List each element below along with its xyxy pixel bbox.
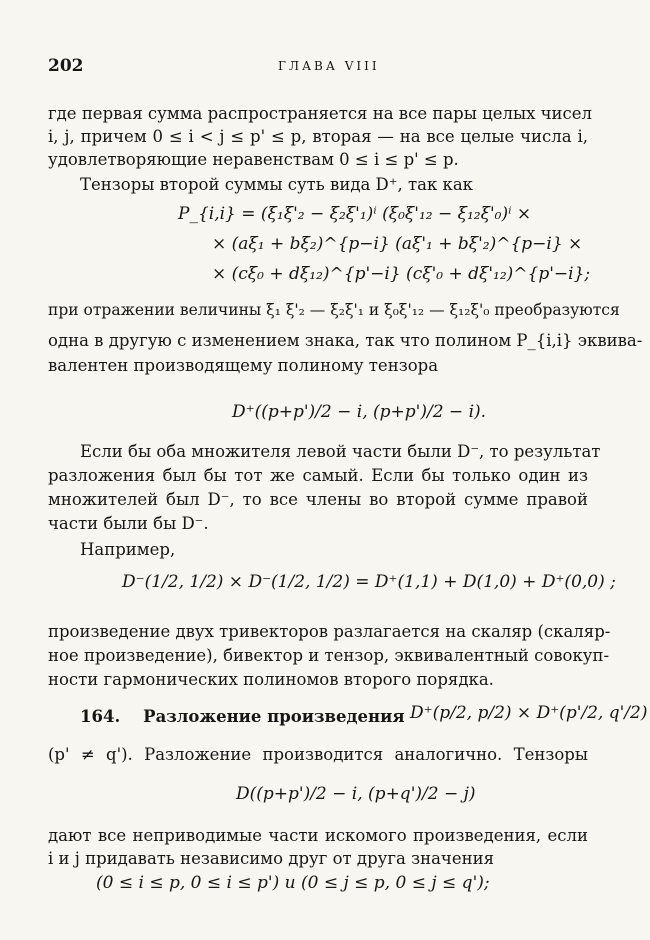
section-title: Разложение произведения [143,707,405,726]
text-line: дают все неприводимые части искомого произведения, если [48,826,588,845]
formula-line: D⁻(1/2, 1/2) × D⁻(1/2, 1/2) = D⁺(1,1) + D(1,0) + D⁺(0,0) ; [122,572,616,592]
formula-line: D((p+p')/2 − i, (p+q')/2 − j) [236,784,476,804]
formula-line: (0 ≤ i ≤ p, 0 ≤ i ≤ p') и (0 ≤ j ≤ p, 0 ≤ j ≤ q'); [96,873,490,893]
text-line: разложения был бы тот же самый. Если бы только один из [48,466,588,485]
page-number: 202 [48,56,84,76]
formula-line: × (aξ₁ + bξ₂)^{p−i} (aξ'₁ + bξ'₂)^{p−i} × [212,234,583,254]
text-line: ное произведение), бивектор и тензор, эквивалентный совокуп- [48,646,610,665]
text-line: валентен производящему полиному тензора [48,356,439,375]
text-line: одна в другую с изменением знака, так что полином P_{i,i} эквива- [48,331,643,350]
text-line: Например, [80,540,176,559]
text-line: i, j, причем 0 ≤ i < j ≤ p' ≤ p, вторая — на все целые числа i, [48,127,588,146]
section-heading [80,707,405,726]
formula-line: D⁺((p+p')/2 − i, (p+p')/2 − i). [232,402,487,422]
text-line: произведение двух тривекторов разлагается на скаляр (скаляр- [48,622,611,641]
text-line: где первая сумма распространяется на все пары целых чисел [48,104,593,123]
text-line: (p' ≠ q'). Разложение производится аналогично. Тензоры [48,745,588,764]
text-line: множителей был D⁻, то все члены во второй сумме правой [48,490,588,509]
text-line: Тензоры второй суммы суть вида D⁺, так как [80,175,473,194]
text-line: части были бы D⁻. [48,514,209,533]
chapter-title: ГЛАВА VIII [278,59,380,73]
section-number: 164. [80,707,121,726]
section-formula: D⁺(p/2, p/2) × D⁺(p'/2, q'/2) [410,703,648,723]
text-line: удовлетворяющие неравенствам 0 ≤ i ≤ p' ≤ p. [48,150,459,169]
text-line: ности гармонических полиномов второго порядка. [48,670,494,689]
text-line: Если бы оба множителя левой части были D⁻, то результат [80,442,601,461]
formula-line: P_{i,i} = (ξ₁ξ'₂ − ξ₂ξ'₁)ⁱ (ξ₀ξ'₁₂ − ξ₁₂ξ'₀)ⁱ × [178,204,532,224]
formula-line: × (cξ₀ + dξ₁₂)^{p'−i} (cξ'₀ + dξ'₁₂)^{p'−i}; [212,264,591,284]
text-line: i и j придавать независимо друг от друга значения [48,849,494,868]
text-line: при отражении величины ξ₁ ξ'₂ — ξ₂ξ'₁ и ξ₀ξ'₁₂ — ξ₁₂ξ'₀ преобразуются [48,301,620,319]
